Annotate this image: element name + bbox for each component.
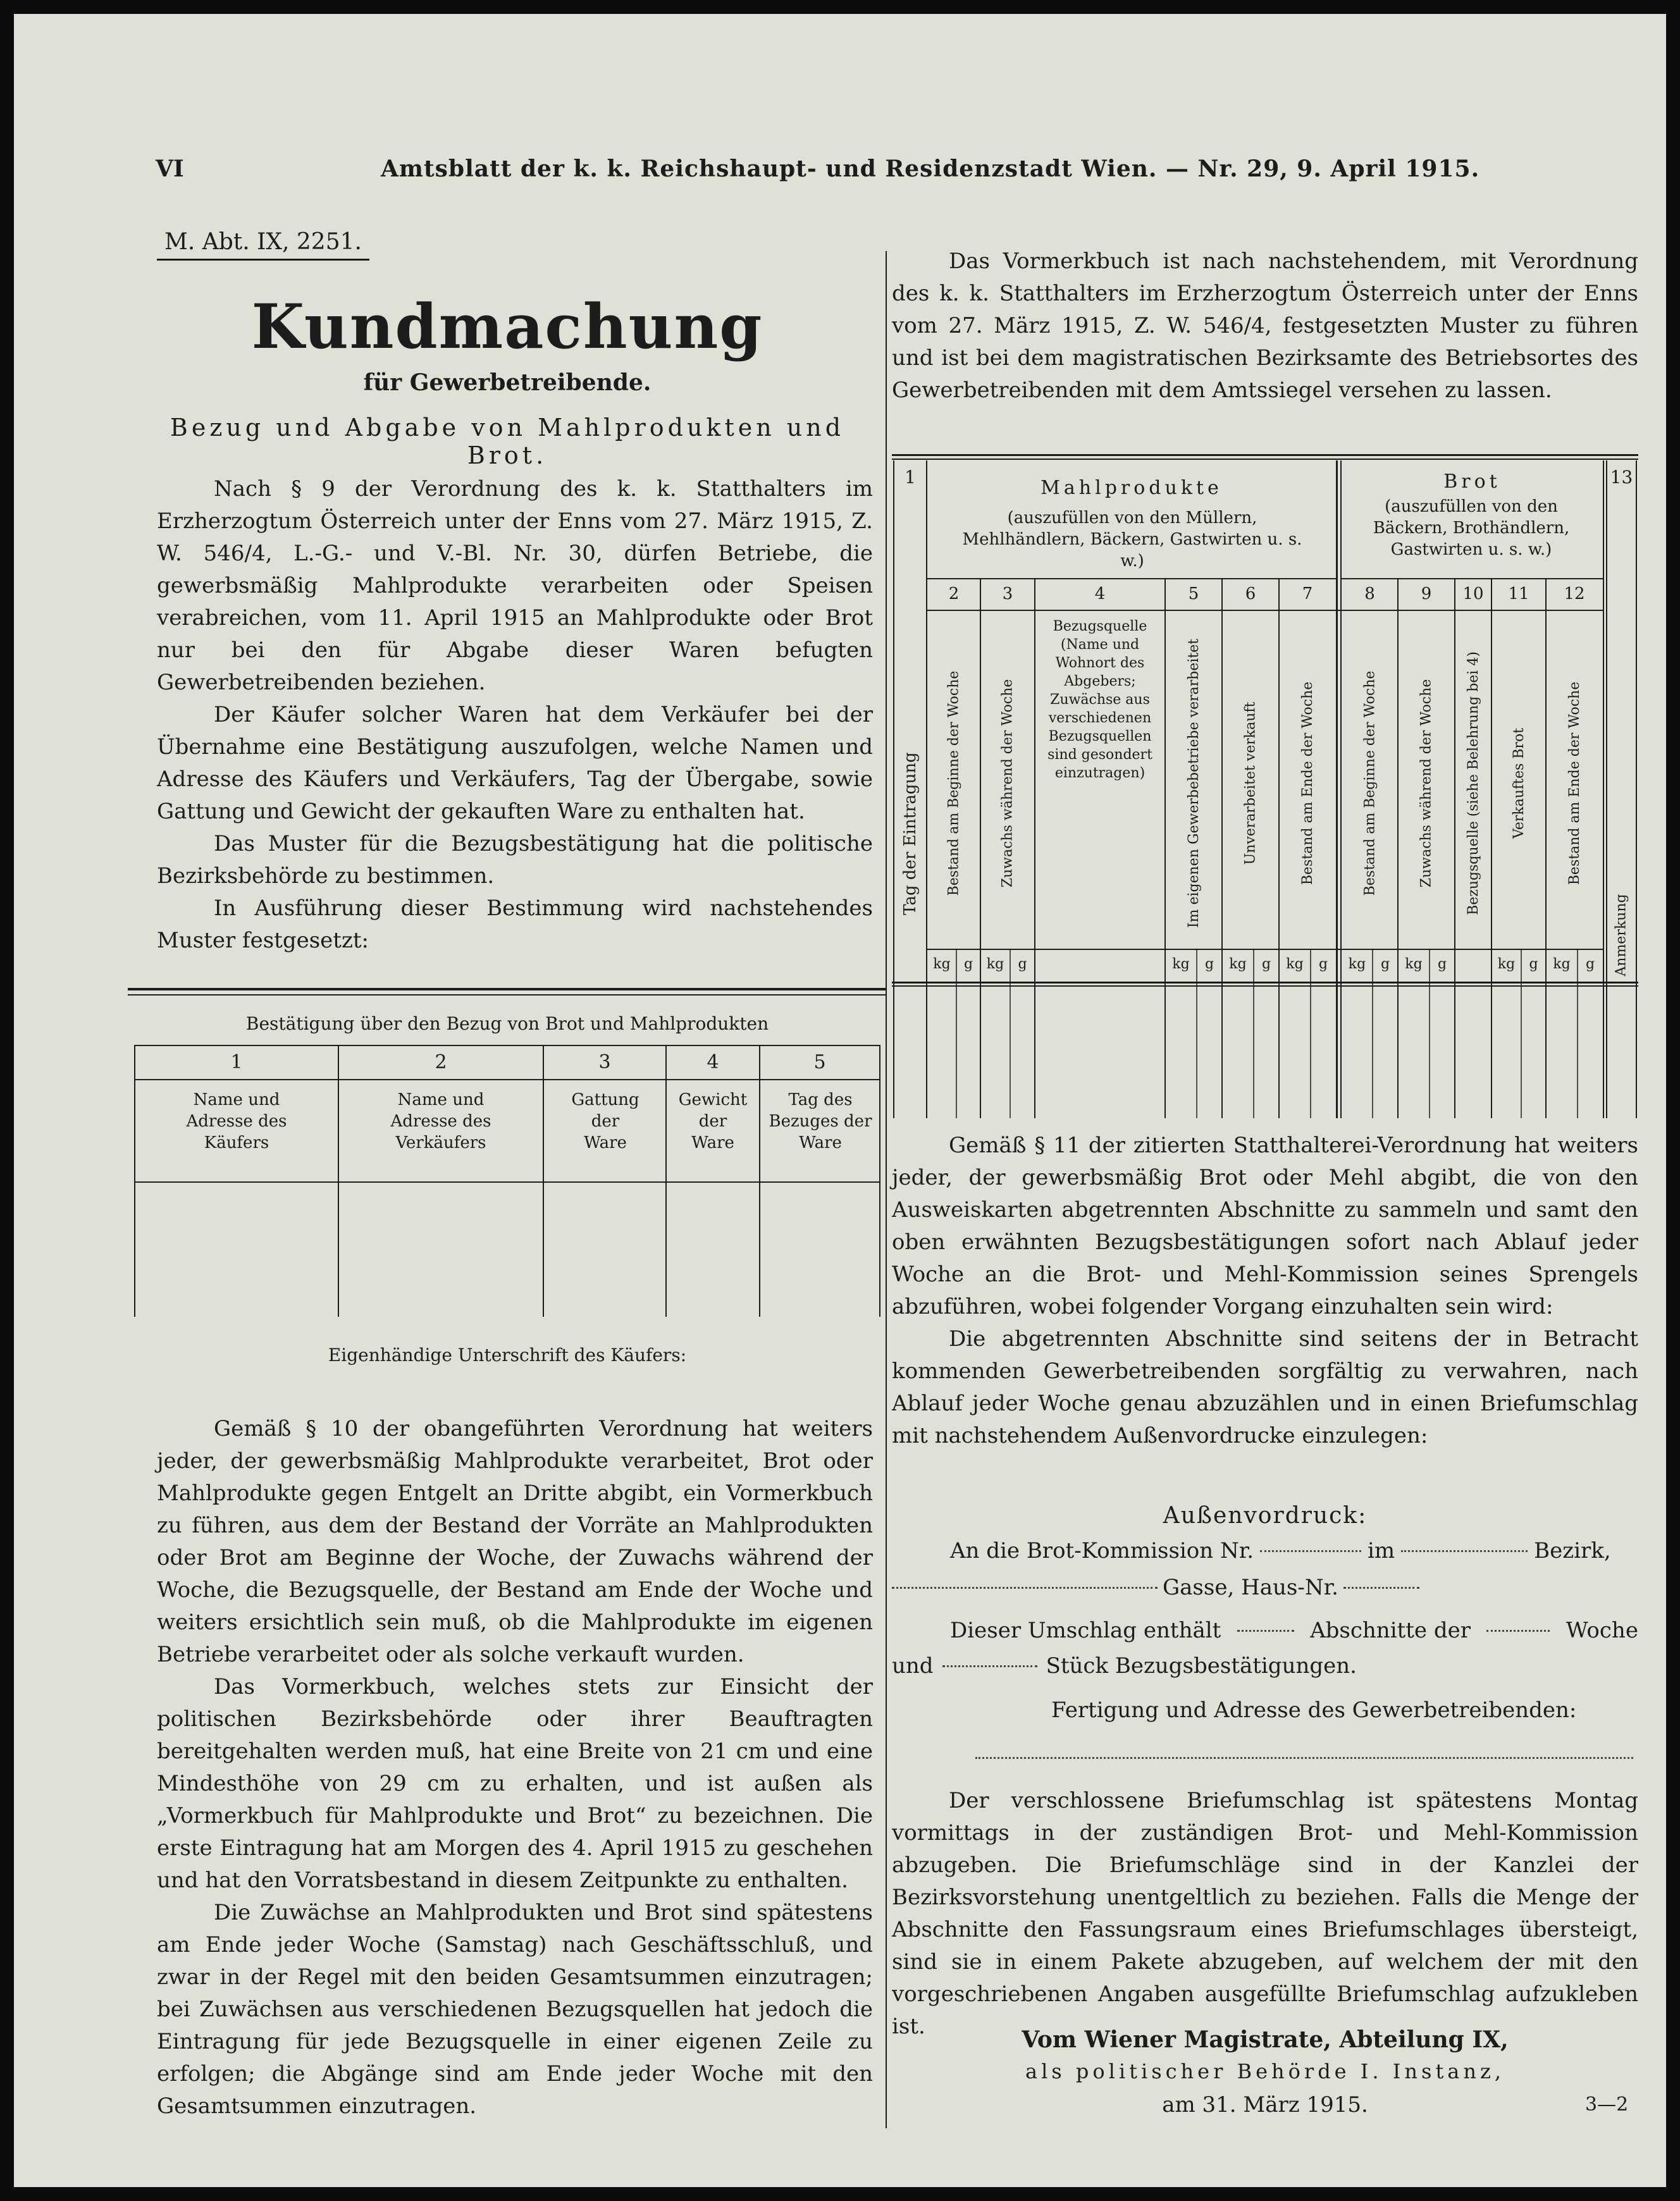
table-col-number: 13 — [1610, 467, 1633, 488]
paragraph: Gemäß § 11 der zitierten Statthalterei-Verordnung hat weiters jeder, der gewerbsmäßig Brot oder Mehl abgibt, die von den Ausweiskarten abgetrennten Abschnitte zu sammeln und samt den oben erwähnten Bezugsbestätigungen sofort nach Ablauf jeder Woche an die Brot- und Mehl-Kommission seines Sprengels abzuführen, wobei folgender Vorgang einzuhalten sein wird: — [892, 1133, 1638, 1319]
table-col-number: 9 — [1421, 584, 1432, 603]
unit-label-kg: kg — [1405, 956, 1423, 972]
envelope-line-1 — [950, 1538, 1638, 1563]
table-col-header: Verkauftes Brot — [1510, 727, 1527, 839]
unit-label-g: g — [1585, 956, 1595, 972]
right-closing-text — [892, 1785, 1638, 2043]
form-col-header: Gattung der Ware — [571, 1090, 639, 1152]
table-col-header: Bestand am Ende der Woche — [1299, 681, 1316, 885]
envelope-line-2 — [892, 1575, 1638, 1600]
table-col-number: 8 — [1364, 584, 1375, 603]
subheading: für Gewerbetreibende. — [363, 369, 652, 396]
table-col-header: Bezugsquelle (Name und Wohnort des Abgebers; Zuwächse aus verschiedenen Bezugsquellen sind gesondert einzutragen) — [1047, 619, 1152, 781]
envelope-label: im — [1368, 1538, 1395, 1563]
form-col-number: 3 — [598, 1051, 611, 1073]
paragraph: Der Käufer solcher Waren hat dem Verkäufer bei der Übernahme eine Bestätigung auszufolgen, welche Namen und Adresse des Käufers und Verkäufers, Tag der Übergabe, sowie Gattung und Gewicht der gekauften Ware zu enthalten hat. — [157, 702, 873, 824]
signature-line[interactable] — [975, 1757, 1633, 1759]
unit-label-kg: kg — [1553, 956, 1571, 972]
print-code: 3—2 — [1585, 2093, 1629, 2116]
form-col-header: Tag des Bezuges der Ware — [769, 1090, 872, 1152]
envelope-label: Bezirk, — [1534, 1538, 1611, 1563]
paragraph: Das Vormerkbuch, welches stets zur Einsicht der politischen Bezirksbehörde oder ihrer Beauftragten bereitgehalten werden muß, hat eine Breite von 21 cm und eine Mindesthöhe von 29 cm zu erhalten, und ist außen als „Vormerkbuch für Mahlprodukte und Brot“ zu bezeichnen. Die erste Eintragung hat am Morgen des 4. April 1915 zu geschehen und hat den Vorratsbestand in diesem Zeitpunkte zu enthalten. — [157, 1674, 873, 1893]
paragraph: Die abgetrennten Abschnitte sind seitens der in Betracht kommenden Gewerbetreibenden sorgfältig zu verwahren, nach Ablauf jeder Woche genau abzuzählen und in einen Briefumschlag mit nachstehendem Außenvordrucke einzulegen: — [892, 1326, 1638, 1448]
form-col-header: Name und Adresse des Verkäufers — [390, 1090, 491, 1152]
form-col-number: 2 — [435, 1051, 447, 1073]
envelope-label: und — [892, 1653, 934, 1679]
envelope-line-3 — [950, 1618, 1638, 1643]
unit-label-kg: kg — [1348, 956, 1366, 972]
table-col-header: Bestand am Beginne der Woche — [1361, 670, 1378, 896]
table-col-number: 7 — [1302, 584, 1313, 603]
form-col-number: 1 — [230, 1051, 243, 1073]
table-col-header: Bestand am Ende der Woche — [1566, 681, 1583, 885]
table-col-header: Bezugsquelle (siehe Belehrung bei 4) — [1465, 651, 1481, 915]
table-col-number: 4 — [1094, 584, 1106, 603]
paragraph: Die Zuwächse an Mahlprodukten und Brot sind spätestens am Ende jeder Woche (Samstag) nach Geschäftsschluß, und zwar in der Regel mit den beiden Gesamtsummen einzutragen; bei Zuwächsen aus verschiedenen Bezugsquellen hat jedoch die Eintragung für jede Bezugsquelle in einer eigenen Zeile zu erfolgen; die Abgänge sind am Ende jeder Woche mit den Gesamtsummen einzutragen. — [157, 1900, 873, 2119]
page — [14, 14, 1666, 2187]
envelope-label: Abschnitte der — [1310, 1618, 1471, 1643]
subtitle: Bezug und Abgabe von Mahlprodukten und Brot. — [170, 414, 845, 469]
brot-title: Brot — [1443, 471, 1501, 493]
unit-label-kg: kg — [1497, 956, 1516, 972]
paragraph: Das Vormerkbuch ist nach nachstehendem, mit Verordnung des k. k. Statthalters im Erzherzogtum Österreich unter der Enns vom 27. März 1915, Z. W. 546/4, festgesetzten Muster zu führen und ist bei dem magistratischen Bezirksamte des Betriebsortes des Gewerbetreibenden mit dem Amtssiegel versehen zu lassen. — [892, 249, 1638, 403]
heading: Kundmachung — [251, 291, 763, 362]
table-col-number: 10 — [1462, 584, 1484, 603]
unit-label-g: g — [963, 956, 973, 972]
left-intro-text — [157, 473, 873, 957]
unit-label-g: g — [1261, 956, 1271, 972]
brot-subtitle: (auszufüllen von den Bäckern, Brothändlern, Gastwirten u. s. w.) — [1373, 497, 1570, 559]
right-intro-text — [892, 245, 1638, 407]
paragraph: Gemäß § 10 der obangeführten Verordnung hat weiters jeder, der gewerbsmäßig Mahlprodukte verarbeitet, Brot oder Mahlprodukte gegen Entgelt an Dritte abgibt, ein Vormerkbuch zu führen, aus dem der Bestand der Vorräte an Mahlprodukten oder Brot am Beginne der Woche, der Zuwachs während der Woche, die Bezugsquelle, der Bestand am Ende der Woche und weiters ersichtlich sein muß, ob die Mahlprodukte im eigenen Betriebe verarbeitet oder als solche verkauft wurden. — [157, 1416, 873, 1667]
signature-date: am 31. März 1915. — [1162, 2092, 1368, 2118]
unit-label-kg: kg — [1286, 956, 1304, 972]
envelope-label: Stück Bezugsbestätigungen. — [1046, 1653, 1357, 1679]
fill-in-field[interactable] — [892, 1587, 1158, 1589]
right-body-text — [892, 1130, 1638, 1452]
unit-label-g: g — [1437, 956, 1447, 972]
table-col-header: Bestand am Beginne der Woche — [946, 670, 962, 896]
paragraph: Der verschlossene Briefumschlag ist spätestens Montag vormittags in der zuständigen Brot- und Mehl-Kommission abzugeben. Die Briefumschläge sind in der Kanzlei der Bezirksvorstehung unentgeltlich zu beziehen. Falls die Menge der Abschnitte den Fassungsraum eines Briefumschlages übersteigt, sind sie in einem Pakete abzugeben, auf welchem der mit den vorgeschriebenen Angaben ausgefüllte Briefumschlag aufzukleben ist. — [892, 1788, 1638, 2039]
signature-authority: Vom Wiener Magistrate, Abteilung IX, — [1022, 2026, 1509, 2053]
envelope-fertigung: Fertigung und Adresse des Gewerbetreibenden: — [1051, 1698, 1577, 1723]
form-col-header: Gewicht der Ware — [678, 1090, 748, 1152]
paragraph: Nach § 9 der Verordnung des k. k. Statthalters im Erzherzogtum Österreich unter der Enns vom 27. März 1915, Z. W. 546/4, L.-G.- und V.-Bl. Nr. 30, dürfen Betriebe, die gewerbsmäßig Mahlprodukte verarbeiten oder Speisen verabreichen, vom 11. April 1915 an Mahlprodukte oder Brot nur bei den für Abgabe dieser Waren befugten Gewerbetreibenden beziehen. — [157, 476, 873, 695]
form-col-header: Name und Adresse des Käufers — [186, 1090, 287, 1152]
unit-label-g: g — [1529, 956, 1538, 972]
fill-in-field[interactable] — [1260, 1550, 1361, 1552]
table-col-number: 1 — [905, 467, 916, 488]
envelope-label: An die Brot-Kommission Nr. — [950, 1538, 1254, 1563]
form-title: Bestätigung über den Bezug von Brot und Mahlprodukten — [245, 1013, 769, 1034]
fill-in-field[interactable] — [1401, 1550, 1528, 1552]
left-body-text — [157, 1413, 873, 2123]
signature-role: als politischer Behörde I. Instanz, — [1025, 2059, 1505, 2083]
page-number: VI — [156, 156, 184, 182]
unit-label-kg: kg — [933, 956, 951, 972]
envelope-label: Woche — [1566, 1618, 1638, 1643]
form-col-number: 5 — [813, 1051, 826, 1073]
table-col-header: Unverarbeitet verkauft — [1242, 701, 1259, 865]
aussenvordruck-title: Außenvordruck: — [1163, 1503, 1368, 1529]
table-col-header: Tag der Eintragung — [900, 752, 920, 915]
paragraph: In Ausführung dieser Bestimmung wird nachstehendes Muster festgesetzt: — [157, 896, 873, 953]
table-col-number: 12 — [1564, 584, 1585, 603]
table-col-number: 11 — [1508, 584, 1529, 603]
table-col-header: Zuwachs während der Woche — [1418, 679, 1435, 887]
reference-number: M. Abt. IX, 2251. — [157, 229, 369, 261]
unit-label-g: g — [1318, 956, 1328, 972]
table-col-header: Im eigenen Gewerbebetriebe verarbeitet — [1185, 638, 1202, 928]
unit-label-g: g — [1018, 956, 1027, 972]
form-signature: Eigenhändige Unterschrift des Käufers: — [328, 1345, 687, 1366]
table-labels — [892, 454, 1638, 1118]
unit-label-kg: kg — [986, 956, 1004, 972]
vormerkbuch-table — [892, 454, 1638, 1118]
fill-in-field[interactable] — [942, 1665, 1037, 1667]
page-header-title: Amtsblatt der k. k. Reichshaupt- und Residenzstadt Wien. — Nr. 29, 9. April 1915. — [381, 156, 1480, 182]
table-col-header: Zuwachs während der Woche — [999, 679, 1016, 887]
fill-in-field[interactable] — [1486, 1630, 1550, 1632]
envelope-label: Dieser Umschlag enthält — [950, 1618, 1221, 1643]
form-col-number: 4 — [707, 1051, 719, 1073]
paragraph: Das Muster für die Bezugsbestätigung hat die politische Bezirksbehörde zu bestimmen. — [157, 831, 873, 889]
unit-label-g: g — [1380, 956, 1390, 972]
envelope-label: Gasse, Haus-Nr. — [1163, 1575, 1338, 1600]
unit-label-g: g — [1204, 956, 1214, 972]
table-col-number: 3 — [1002, 584, 1013, 603]
fill-in-field[interactable] — [1237, 1630, 1294, 1632]
table-col-number: 5 — [1188, 584, 1199, 603]
mahlprodukte-subtitle: (auszufüllen von den Müllern, Mehlhändlern, Bäckern, Gastwirten u. s. w.) — [962, 509, 1302, 570]
envelope-line-4 — [892, 1653, 1638, 1679]
unit-label-kg: kg — [1172, 956, 1190, 972]
table-col-number: 6 — [1245, 584, 1256, 603]
fill-in-field[interactable] — [1343, 1587, 1419, 1589]
unit-label-kg: kg — [1229, 956, 1247, 972]
mahlprodukte-title: Mahlprodukte — [1041, 477, 1223, 499]
table-col-number: 2 — [948, 584, 960, 603]
table-col-header: Anmerkung — [1613, 893, 1629, 977]
